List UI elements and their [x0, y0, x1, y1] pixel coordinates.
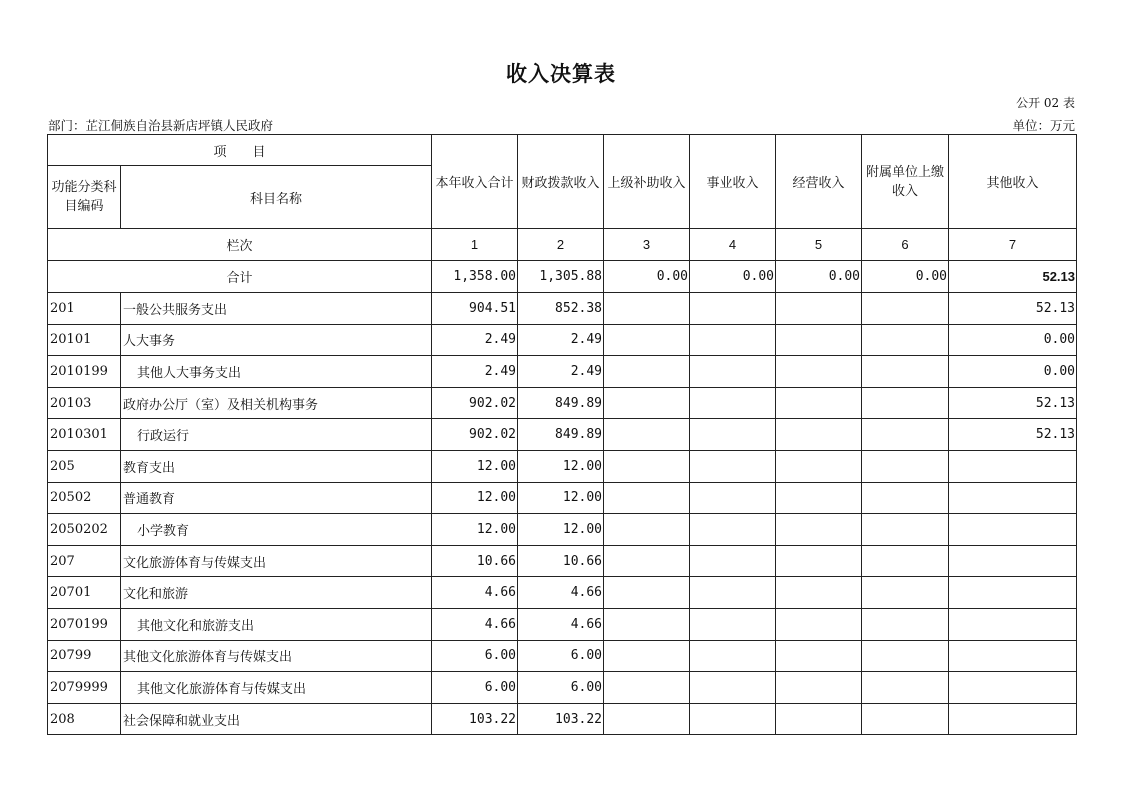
table-row — [48, 482, 1077, 514]
row-fiscal: 852.38 — [518, 293, 604, 325]
row-affiliated — [862, 703, 949, 735]
row-operating — [776, 387, 862, 419]
row-superior — [604, 450, 690, 482]
row-name: 政府办公厅（室）及相关机构事务 — [121, 387, 432, 419]
row-business — [690, 419, 776, 451]
row-superior — [604, 419, 690, 451]
table-row — [48, 356, 1077, 388]
row-other — [949, 577, 1077, 609]
table-row — [48, 672, 1077, 704]
row-affiliated — [862, 514, 949, 546]
totals-value: 0.00 — [604, 261, 690, 293]
row-business — [690, 608, 776, 640]
row-affiliated — [862, 356, 949, 388]
row-operating — [776, 545, 862, 577]
row-affiliated — [862, 450, 949, 482]
index-cell: 1 — [432, 229, 518, 261]
totals-value: 1,358.00 — [432, 261, 518, 293]
row-operating — [776, 608, 862, 640]
row-other: 0.00 — [949, 356, 1077, 388]
row-total: 12.00 — [432, 482, 518, 514]
row-fiscal: 2.49 — [518, 356, 604, 388]
totals-value: 1,305.88 — [518, 261, 604, 293]
row-operating — [776, 514, 862, 546]
row-fiscal: 4.66 — [518, 608, 604, 640]
row-operating — [776, 672, 862, 704]
row-fiscal: 12.00 — [518, 514, 604, 546]
row-code: 20101 — [48, 324, 121, 356]
totals-value: 0.00 — [776, 261, 862, 293]
table-row — [48, 577, 1077, 609]
row-superior — [604, 482, 690, 514]
row-affiliated — [862, 545, 949, 577]
row-total: 12.00 — [432, 514, 518, 546]
row-code: 2070199 — [48, 608, 121, 640]
table-row — [48, 703, 1077, 735]
row-total: 10.66 — [432, 545, 518, 577]
row-superior — [604, 672, 690, 704]
row-affiliated — [862, 577, 949, 609]
row-business — [690, 672, 776, 704]
unit-label: 单位：万元 — [1012, 118, 1075, 133]
department-label: 部门：芷江侗族自治县新店坪镇人民政府 — [48, 118, 274, 133]
row-code: 208 — [48, 703, 121, 735]
header-other: 其他收入 — [949, 135, 1077, 229]
row-other — [949, 482, 1077, 514]
totals-value: 52.13 — [949, 261, 1077, 293]
row-superior — [604, 293, 690, 325]
row-fiscal: 103.22 — [518, 703, 604, 735]
row-name: 一般公共服务支出 — [121, 293, 432, 325]
row-operating — [776, 450, 862, 482]
row-fiscal: 12.00 — [518, 482, 604, 514]
index-cell: 4 — [690, 229, 776, 261]
row-operating — [776, 640, 862, 672]
row-superior — [604, 640, 690, 672]
row-business — [690, 577, 776, 609]
row-affiliated — [862, 672, 949, 704]
income-table — [47, 134, 1077, 735]
header-total: 本年收入合计 — [432, 135, 518, 229]
row-code: 20799 — [48, 640, 121, 672]
row-code: 205 — [48, 450, 121, 482]
row-code: 20502 — [48, 482, 121, 514]
page-title: 收入决算表 — [506, 61, 616, 86]
row-superior — [604, 324, 690, 356]
table-row — [48, 293, 1077, 325]
index-cell: 7 — [949, 229, 1077, 261]
totals-label: 合计 — [48, 261, 432, 293]
row-other — [949, 450, 1077, 482]
header-superior: 上级补助收入 — [604, 135, 690, 229]
row-operating — [776, 703, 862, 735]
row-other: 52.13 — [949, 419, 1077, 451]
row-affiliated — [862, 640, 949, 672]
row-name: 普通教育 — [121, 482, 432, 514]
row-total: 6.00 — [432, 640, 518, 672]
row-code: 20701 — [48, 577, 121, 609]
row-fiscal: 2.49 — [518, 324, 604, 356]
row-fiscal: 849.89 — [518, 419, 604, 451]
row-fiscal: 10.66 — [518, 545, 604, 577]
row-fiscal: 12.00 — [518, 450, 604, 482]
row-code: 2010301 — [48, 419, 121, 451]
row-operating — [776, 577, 862, 609]
row-total: 2.49 — [432, 356, 518, 388]
row-other — [949, 608, 1077, 640]
index-cell: 5 — [776, 229, 862, 261]
row-business — [690, 356, 776, 388]
row-business — [690, 640, 776, 672]
form-number: 公开 02 表 — [1016, 96, 1075, 110]
row-other: 0.00 — [949, 324, 1077, 356]
index-cell: 3 — [604, 229, 690, 261]
row-name: 行政运行 — [121, 419, 432, 451]
row-other: 52.13 — [949, 293, 1077, 325]
row-name: 人大事务 — [121, 324, 432, 356]
row-other — [949, 672, 1077, 704]
table-row — [48, 450, 1077, 482]
totals-row — [48, 261, 1077, 293]
table-row — [48, 419, 1077, 451]
row-total: 12.00 — [432, 450, 518, 482]
row-business — [690, 324, 776, 356]
row-name: 其他文化旅游体育与传媒支出 — [121, 672, 432, 704]
row-business — [690, 514, 776, 546]
row-code: 2079999 — [48, 672, 121, 704]
row-fiscal: 6.00 — [518, 640, 604, 672]
row-superior — [604, 514, 690, 546]
row-superior — [604, 545, 690, 577]
row-name: 社会保障和就业支出 — [121, 703, 432, 735]
row-fiscal: 6.00 — [518, 672, 604, 704]
row-operating — [776, 293, 862, 325]
row-name: 小学教育 — [121, 514, 432, 546]
row-operating — [776, 324, 862, 356]
row-total: 902.02 — [432, 419, 518, 451]
header-affiliated: 附属单位上缴收入 — [862, 135, 949, 229]
row-code: 201 — [48, 293, 121, 325]
row-business — [690, 387, 776, 419]
header-code: 功能分类科目编码 — [48, 166, 121, 229]
table-row — [48, 387, 1077, 419]
row-business — [690, 545, 776, 577]
row-operating — [776, 356, 862, 388]
row-affiliated — [862, 482, 949, 514]
table-row — [48, 640, 1077, 672]
row-business — [690, 703, 776, 735]
row-affiliated — [862, 324, 949, 356]
row-other: 52.13 — [949, 387, 1077, 419]
row-total: 6.00 — [432, 672, 518, 704]
totals-value: 0.00 — [862, 261, 949, 293]
row-other — [949, 545, 1077, 577]
totals-value: 0.00 — [690, 261, 776, 293]
row-superior — [604, 703, 690, 735]
header-item: 项 目 — [48, 135, 432, 166]
row-name: 其他人大事务支出 — [121, 356, 432, 388]
row-other — [949, 514, 1077, 546]
row-business — [690, 482, 776, 514]
row-code: 2050202 — [48, 514, 121, 546]
row-operating — [776, 482, 862, 514]
row-total: 902.02 — [432, 387, 518, 419]
row-total: 4.66 — [432, 608, 518, 640]
row-fiscal: 849.89 — [518, 387, 604, 419]
row-superior — [604, 356, 690, 388]
row-index-label: 栏次 — [48, 229, 432, 261]
row-business — [690, 450, 776, 482]
row-business — [690, 293, 776, 325]
row-code: 2010199 — [48, 356, 121, 388]
row-affiliated — [862, 387, 949, 419]
row-total: 2.49 — [432, 324, 518, 356]
row-superior — [604, 577, 690, 609]
header-business: 事业收入 — [690, 135, 776, 229]
table-row — [48, 545, 1077, 577]
index-cell: 2 — [518, 229, 604, 261]
header-operating: 经营收入 — [776, 135, 862, 229]
index-cell: 6 — [862, 229, 949, 261]
row-name: 文化和旅游 — [121, 577, 432, 609]
row-affiliated — [862, 293, 949, 325]
row-name: 其他文化和旅游支出 — [121, 608, 432, 640]
row-affiliated — [862, 608, 949, 640]
row-other — [949, 640, 1077, 672]
row-operating — [776, 419, 862, 451]
row-name: 文化旅游体育与传媒支出 — [121, 545, 432, 577]
table-row — [48, 608, 1077, 640]
header-name: 科目名称 — [121, 166, 432, 229]
row-fiscal: 4.66 — [518, 577, 604, 609]
row-code: 207 — [48, 545, 121, 577]
row-code: 20103 — [48, 387, 121, 419]
row-superior — [604, 387, 690, 419]
header-fiscal: 财政拨款收入 — [518, 135, 604, 229]
row-total: 904.51 — [432, 293, 518, 325]
table-row — [48, 324, 1077, 356]
row-name: 教育支出 — [121, 450, 432, 482]
row-name: 其他文化旅游体育与传媒支出 — [121, 640, 432, 672]
row-other — [949, 703, 1077, 735]
row-affiliated — [862, 419, 949, 451]
row-superior — [604, 608, 690, 640]
table-row — [48, 514, 1077, 546]
row-total: 4.66 — [432, 577, 518, 609]
row-total: 103.22 — [432, 703, 518, 735]
